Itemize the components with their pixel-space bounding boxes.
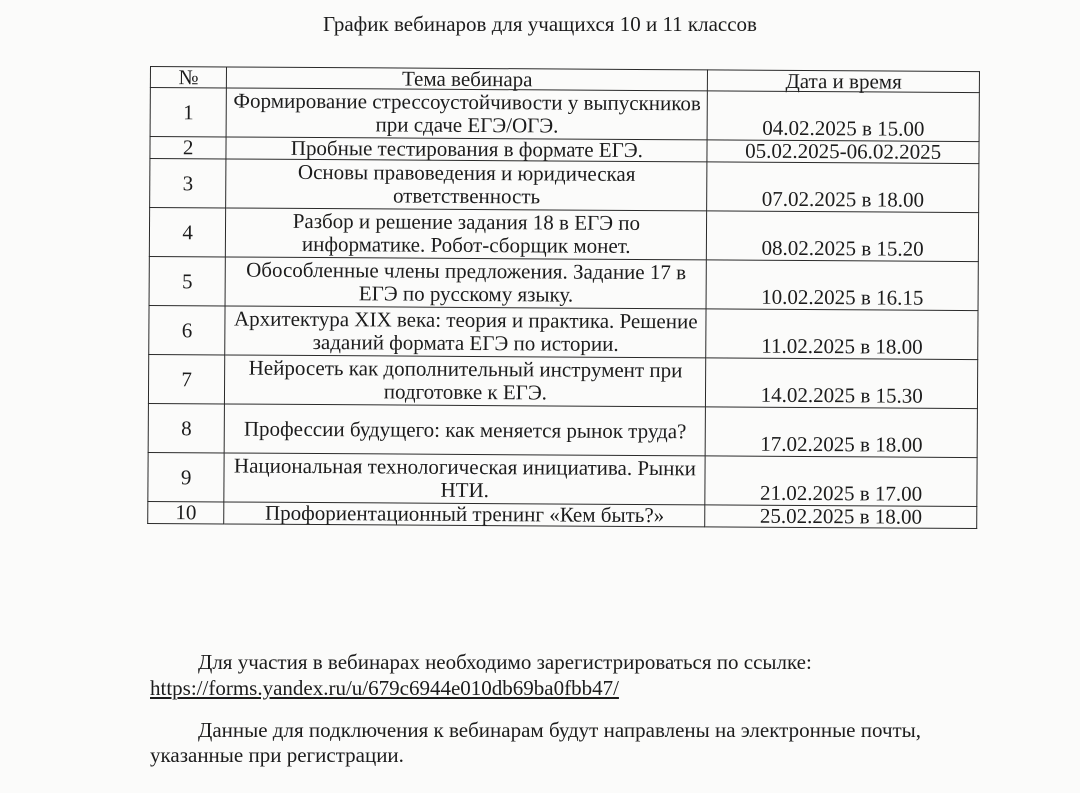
row-date: 17.02.2025 в 18.00: [706, 407, 978, 458]
row-date: 08.02.2025 в 15.20: [707, 211, 979, 262]
table-row: [149, 208, 978, 262]
row-date: 14.02.2025 в 15.30: [706, 358, 978, 409]
row-num: 8: [148, 403, 225, 452]
row-topic: Пробные тестирования в формате ЕГЭ.: [226, 137, 707, 162]
row-num: 5: [149, 256, 226, 305]
row-topic: Профориентационный тренинг «Кем быть?»: [224, 502, 705, 527]
row-num: 10: [148, 501, 224, 523]
registration-text: Для участия в вебинарах необходимо зарегистрироваться по ссылке:: [198, 650, 812, 674]
row-num: 6: [149, 305, 226, 354]
row-topic: Архитектура XIX века: теория и практика. Решение заданий формата ЕГЭ по истории.: [225, 306, 706, 358]
registration-link[interactable]: https://forms.yandex.ru/u/679c6944e010db69ba0fbb47/: [150, 676, 619, 700]
row-num: 4: [149, 208, 226, 257]
row-topic: Формирование стрессоустойчивости у выпускников при сдаче ЕГЭ/ОГЭ.: [226, 88, 707, 140]
header-date: Дата и время: [708, 70, 980, 93]
row-date: 21.02.2025 в 17.00: [705, 456, 977, 507]
table-row: [150, 159, 979, 213]
row-date: 07.02.2025 в 18.00: [707, 162, 979, 213]
row-topic: Нейросеть как дополнительный инструмент при подготовке к ЕГЭ.: [225, 355, 706, 407]
table-row: [148, 354, 977, 408]
table-row: [148, 403, 977, 457]
row-date: 25.02.2025 в 18.00: [705, 505, 977, 529]
row-date: 04.02.2025 в 15.00: [707, 91, 979, 142]
row-num: 2: [150, 137, 226, 159]
table-row: [149, 256, 978, 310]
table-row: [148, 501, 977, 528]
row-num: 3: [150, 159, 227, 208]
header-topic: Тема вебинара: [227, 67, 708, 91]
table-row: [150, 88, 979, 142]
row-num: 7: [148, 354, 225, 403]
row-topic: Разбор и решение задания 18 в ЕГЭ по информатике. Робот-сборщик монет.: [226, 208, 707, 260]
row-topic: Основы правоведения и юридическая ответственность: [226, 159, 707, 211]
row-date: 11.02.2025 в 18.00: [706, 309, 978, 360]
row-topic: Обособленные члены предложения. Задание 17 в ЕГЭ по русскому языку.: [225, 257, 706, 309]
registration-note: [150, 650, 960, 675]
table-row: [149, 305, 978, 359]
table-row: [148, 452, 977, 506]
row-topic: Профессии будущего: как меняется рынок труда?: [224, 404, 705, 456]
row-topic: Национальная технологическая инициатива. Рынки НТИ.: [224, 453, 705, 505]
header-num: №: [150, 67, 226, 88]
row-num: 1: [150, 88, 227, 137]
connection-text: Данные для подключения к вебинарам будут направлены на электронные почты, указанные при регистрации.: [150, 718, 922, 767]
page-title: График вебинаров для учащихся 10 и 11 классов: [323, 12, 757, 36]
row-num: 9: [148, 452, 225, 501]
row-date: 05.02.2025-06.02.2025: [707, 140, 979, 164]
row-date: 10.02.2025 в 16.15: [706, 260, 978, 311]
webinar-schedule-table: [147, 66, 980, 529]
connection-note: [150, 718, 965, 768]
